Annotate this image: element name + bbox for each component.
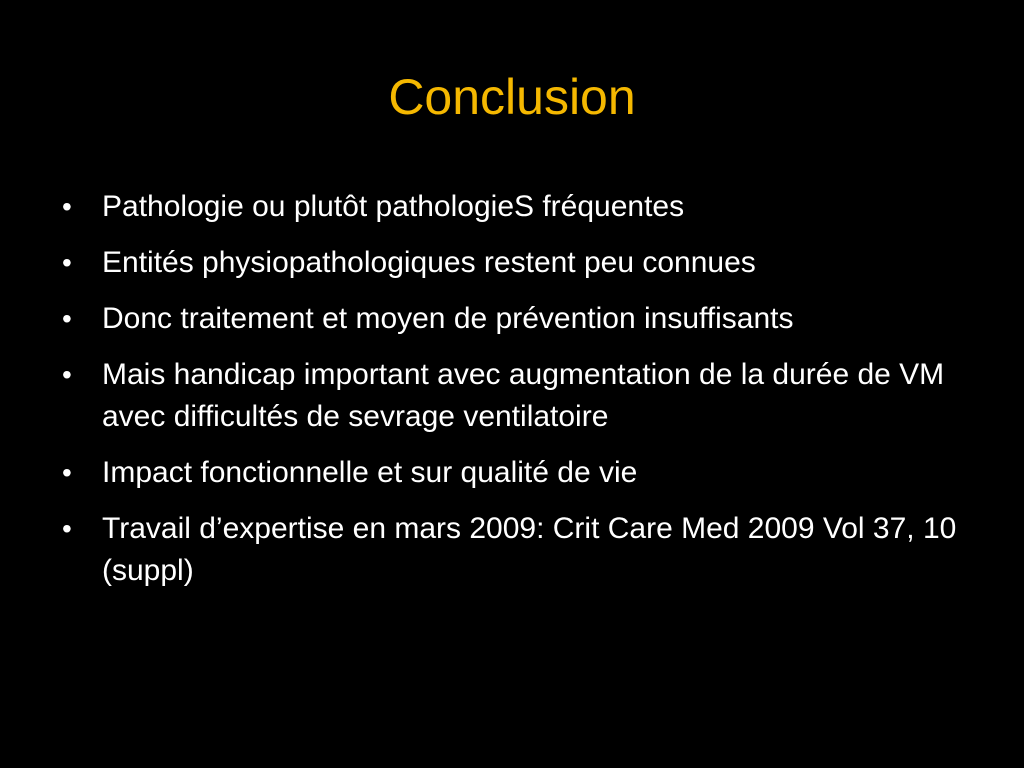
bullet-item (60, 354, 980, 438)
bullet-item (60, 186, 980, 228)
bullet-text: Travail d’expertise en mars 2009: Crit Care Med 2009 Vol 37, 10 (suppl) (102, 512, 957, 587)
bullet-icon: • (62, 513, 72, 544)
bullet-item (60, 242, 980, 284)
bullet-text: Pathologie ou plutôt pathologieS fréquentes (102, 190, 685, 223)
bullet-icon: • (62, 191, 72, 222)
bullet-item (60, 508, 980, 592)
bullet-text: Impact fonctionnelle et sur qualité de vie (102, 456, 638, 489)
bullet-list (60, 186, 980, 606)
bullet-item (60, 298, 980, 340)
bullet-icon: • (62, 247, 72, 278)
bullet-text: Donc traitement et moyen de prévention insuffisants (102, 302, 794, 335)
bullet-icon: • (62, 359, 72, 390)
bullet-icon: • (62, 303, 72, 334)
slide-title: Conclusion (388, 69, 636, 125)
bullet-text: Entités physiopathologiques restent peu connues (102, 246, 756, 279)
bullet-text: Mais handicap important avec augmentation de la durée de VM avec difficultés de sevrage ventilatoire (102, 358, 945, 433)
bullet-item (60, 452, 980, 494)
bullet-icon: • (62, 457, 72, 488)
